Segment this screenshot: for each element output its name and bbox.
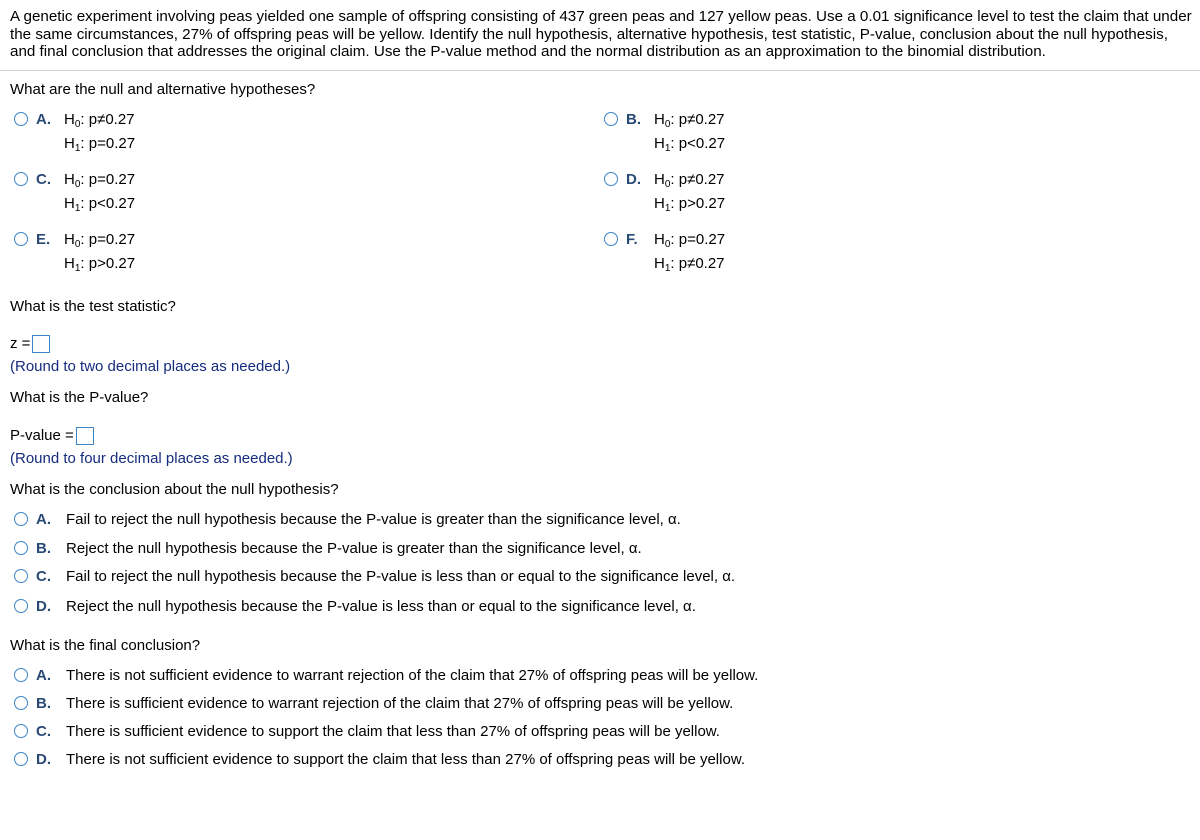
- alternative-hypothesis: $H_1$: p>0.27: [654, 195, 726, 214]
- option-final-conclusion-a[interactable]: [14, 666, 914, 686]
- null-hypothesis: $H_0$: p=0.27: [64, 171, 136, 190]
- option-null-conclusion-a[interactable]: [14, 510, 914, 530]
- alternative-hypothesis: $H_1$: p>0.27: [64, 255, 136, 274]
- option-letter: B.: [36, 540, 51, 557]
- null-hypothesis: $H_0$: p=0.27: [654, 231, 726, 250]
- option-letter: B.: [626, 111, 641, 128]
- radio-button[interactable]: [14, 752, 28, 766]
- option-letter: A.: [36, 111, 51, 128]
- alternative-hypothesis: $H_1$: p<0.27: [64, 195, 136, 214]
- option-letter: D.: [626, 171, 641, 188]
- option-hypotheses-d[interactable]: [604, 170, 804, 220]
- option-letter: A.: [36, 667, 51, 684]
- option-letter: A.: [36, 511, 51, 528]
- option-text: There is sufficient evidence to warrant rejection of the claim that 27% of offspring peas will be yellow.: [66, 695, 734, 712]
- option-letter: C.: [36, 723, 51, 740]
- null-hypothesis: $H_0$: p≠0.27: [654, 111, 725, 130]
- option-text: Fail to reject the null hypothesis because the P-value is greater than the significance level, α.: [66, 511, 681, 528]
- option-letter: D.: [36, 751, 51, 768]
- option-final-conclusion-c[interactable]: [14, 722, 914, 742]
- option-letter: D.: [36, 598, 51, 615]
- radio-button[interactable]: [14, 232, 28, 246]
- option-hypotheses-a[interactable]: [14, 110, 214, 160]
- radio-button[interactable]: [14, 696, 28, 710]
- radio-button[interactable]: [14, 172, 28, 186]
- divider: [0, 70, 1200, 71]
- radio-button[interactable]: [604, 112, 618, 126]
- rounding-hint: (Round to two decimal places as needed.): [10, 358, 291, 375]
- alternative-hypothesis: $H_1$: p≠0.27: [654, 255, 725, 274]
- question-final-conclusion: What is the final conclusion?: [10, 637, 201, 654]
- option-letter: E.: [36, 231, 51, 248]
- radio-button[interactable]: [604, 232, 618, 246]
- option-letter: C.: [36, 568, 51, 585]
- option-text: Reject the null hypothesis because the P-value is greater than the significance level, α.: [66, 540, 642, 557]
- option-letter: F.: [626, 231, 638, 248]
- option-letter: C.: [36, 171, 51, 188]
- option-hypotheses-e[interactable]: [14, 230, 214, 280]
- option-null-conclusion-c[interactable]: [14, 567, 914, 587]
- null-hypothesis: $H_0$: p≠0.27: [654, 171, 725, 190]
- radio-button[interactable]: [14, 668, 28, 682]
- question-hypotheses: What are the null and alternative hypotheses?: [10, 81, 316, 98]
- radio-button[interactable]: [14, 112, 28, 126]
- p-value-label: P-value =: [10, 427, 74, 444]
- radio-button[interactable]: [604, 172, 618, 186]
- option-text: There is sufficient evidence to support the claim that less than 27% of offspring peas will be yellow.: [66, 723, 720, 740]
- option-text: Fail to reject the null hypothesis because the P-value is less than or equal to the significance level, α.: [66, 568, 736, 585]
- option-hypotheses-f[interactable]: [604, 230, 804, 280]
- option-hypotheses-b[interactable]: [604, 110, 804, 160]
- option-text: Reject the null hypothesis because the P-value is less than or equal to the significance level, α.: [66, 598, 696, 615]
- radio-button[interactable]: [14, 541, 28, 555]
- test-statistic-label: z =: [10, 335, 31, 352]
- radio-button[interactable]: [14, 599, 28, 613]
- radio-button[interactable]: [14, 512, 28, 526]
- option-final-conclusion-b[interactable]: [14, 694, 914, 714]
- rounding-hint: (Round to four decimal places as needed.): [10, 450, 293, 467]
- question-p-value: What is the P-value?: [10, 389, 149, 406]
- question-null-conclusion: What is the conclusion about the null hypothesis?: [10, 481, 339, 498]
- alternative-hypothesis: $H_1$: p=0.27: [64, 135, 136, 154]
- alternative-hypothesis: $H_1$: p<0.27: [654, 135, 726, 154]
- problem-statement: A genetic experiment involving peas yielded one sample of offspring consisting of 437 green peas and 127 yellow peas. Use a 0.01 significance level to test the claim that under the same circumstances, 27% of offspring peas will be yellow. Identify the null hypothesis, alternative hypothesis, test statistic, P-value, conclusion about the null hypothesis, and final conclusion that addresses the original claim. Use the P-value method and the normal distribution as an approximation to the binomial distribution.: [10, 8, 1192, 60]
- option-hypotheses-c[interactable]: [14, 170, 214, 220]
- p-value-row: [10, 425, 94, 447]
- radio-button[interactable]: [14, 724, 28, 738]
- option-letter: B.: [36, 695, 51, 712]
- option-text: There is not sufficient evidence to warrant rejection of the claim that 27% of offspring peas will be yellow.: [66, 667, 759, 684]
- null-hypothesis: $H_0$: p≠0.27: [64, 111, 135, 130]
- question-test-statistic: What is the test statistic?: [10, 298, 176, 315]
- option-text: There is not sufficient evidence to support the claim that less than 27% of offspring peas will be yellow.: [66, 751, 745, 768]
- test-statistic-input[interactable]: [32, 335, 50, 353]
- option-null-conclusion-b[interactable]: [14, 539, 914, 559]
- p-value-input[interactable]: [76, 427, 94, 445]
- null-hypothesis: $H_0$: p=0.27: [64, 231, 136, 250]
- option-null-conclusion-d[interactable]: [14, 597, 914, 617]
- test-statistic-row: [10, 333, 50, 355]
- radio-button[interactable]: [14, 569, 28, 583]
- option-final-conclusion-d[interactable]: [14, 750, 914, 770]
